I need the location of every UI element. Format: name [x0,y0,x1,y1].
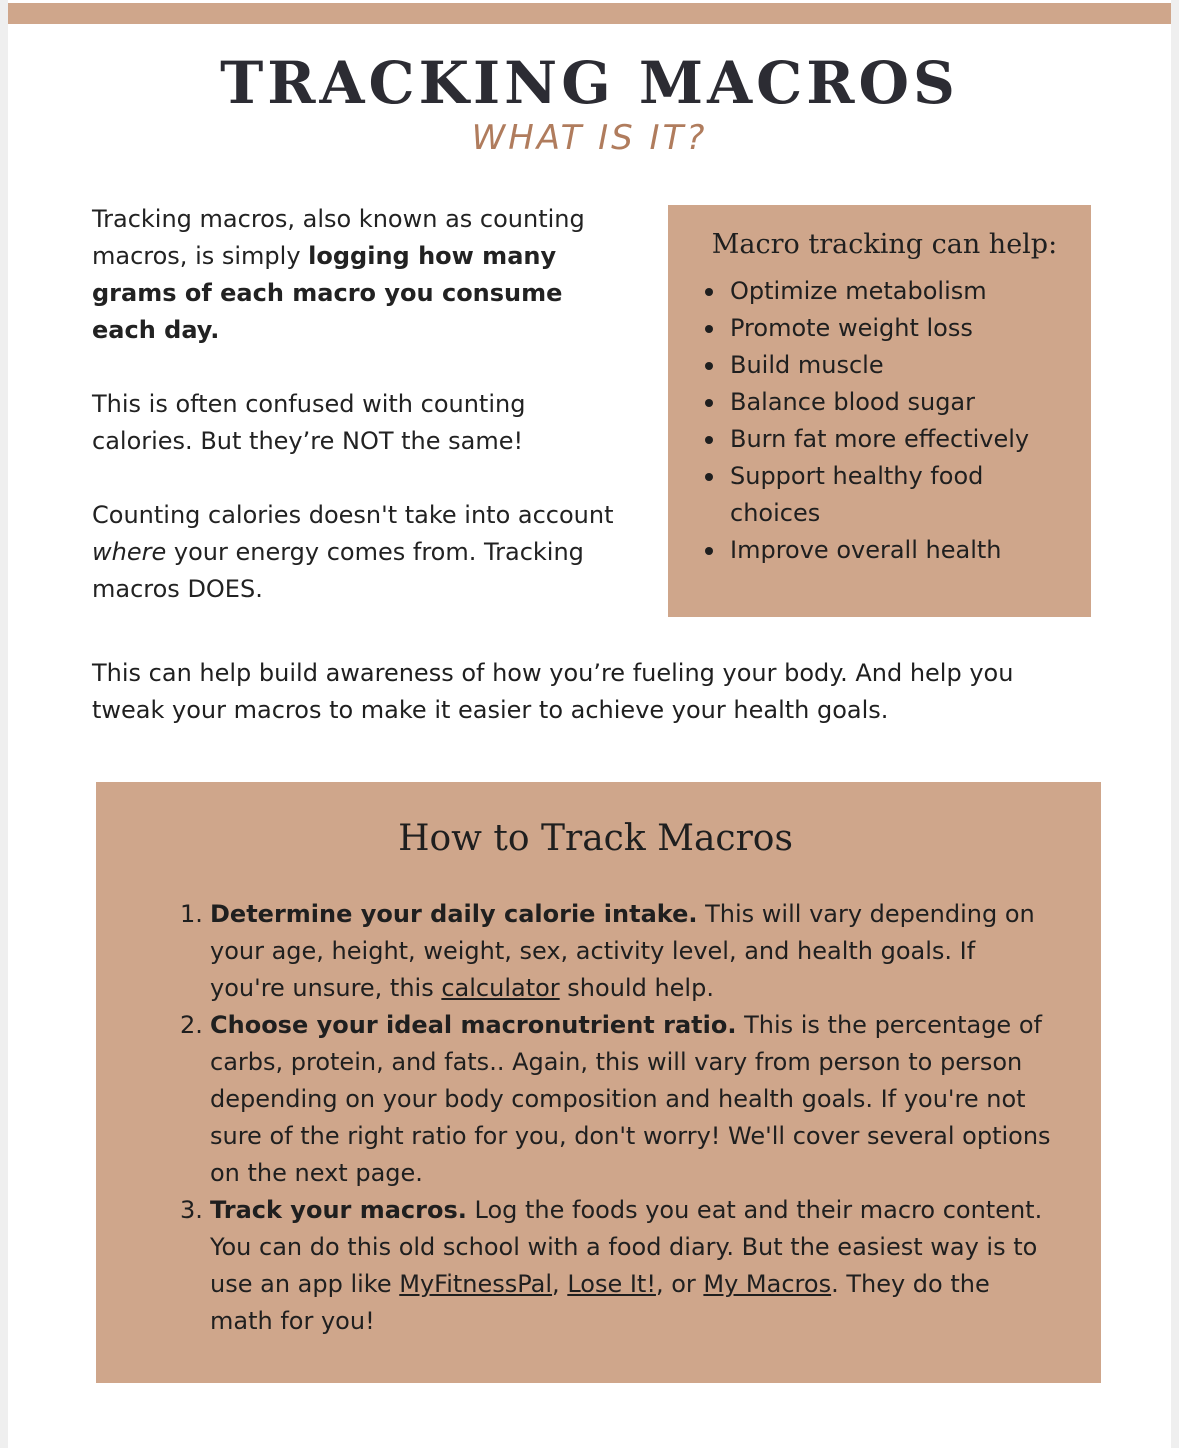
intro-section [92,201,632,608]
benefit-item: Support healthy food choices [696,458,1073,532]
step-item: 2. Choose your ideal macronutrient ratio. This is the percentage of carbs, protein, and fats.. Again, this will vary from person to person depending on your body composition and health goals. If you're not sure of the right ratio for you, don't worry! We'll cover several options on the next page. [196,1007,1051,1192]
step-number: 2. [180,1011,203,1039]
step-number: 1. [180,900,203,928]
step-heading: Track your macros. [210,1196,467,1224]
intro-paragraph-2: This is often confused with counting calories. But they’re NOT the same! [92,390,526,455]
steps-list [180,896,1051,1340]
step-heading: Determine your daily calorie intake. [210,900,698,928]
benefit-item: Optimize metabolism [696,273,1073,310]
intro-italic-text: where [92,538,167,566]
page-title: TRACKING MACROS [220,49,959,117]
benefits-title: Macro tracking can help: [711,229,1058,260]
awareness-paragraph: This can help build awareness of how you’re fueling your body. And help you tweak your macros to make it easier to achieve your health goals. [92,659,1014,724]
myfitnesspal-link[interactable]: MyFitnessPal [399,1270,553,1298]
my-macros-link[interactable]: My Macros [703,1270,832,1298]
step-heading: Choose your ideal macronutrient ratio. [210,1011,737,1039]
step-number: 3. [180,1196,203,1224]
benefit-item: Burn fat more effectively [696,421,1073,458]
benefits-list [696,273,1073,569]
benefits-box [668,205,1091,617]
intro-paragraph-1: Tracking macros, also known as counting macros, is simply logging how many grams of each macro you consume each day. [92,205,585,344]
calculator-link[interactable]: calculator [441,974,560,1002]
how-to-title: How to Track Macros [398,818,793,859]
document-page [8,0,1171,1448]
benefit-item: Build muscle [696,347,1073,384]
top-accent-bar [8,3,1171,24]
step-item: 3. Track your macros. Log the foods you eat and their macro content. You can do this old school with a food diary. But the easiest way is to use an app like MyFitnessPal, Lose It!, or My Macros. They do the math for you! [196,1192,1051,1340]
intro-bold-text: logging how many grams of each macro you consume each day. [92,242,563,344]
page-subtitle: WHAT IS IT? [471,118,708,158]
benefit-item: Balance blood sugar [696,384,1073,421]
step-item: 1. Determine your daily calorie intake. This will vary depending on your age, height, weight, sex, activity level, and health goals. If you're unsure, this calculator should help. [196,896,1051,1007]
benefit-item: Promote weight loss [696,310,1073,347]
lose-it-link[interactable]: Lose It! [567,1270,656,1298]
how-to-box [96,782,1101,1383]
intro-paragraph-3: Counting calories doesn't take into account where your energy comes from. Tracking macros DOES. [92,501,614,603]
benefit-item: Improve overall health [696,532,1073,569]
